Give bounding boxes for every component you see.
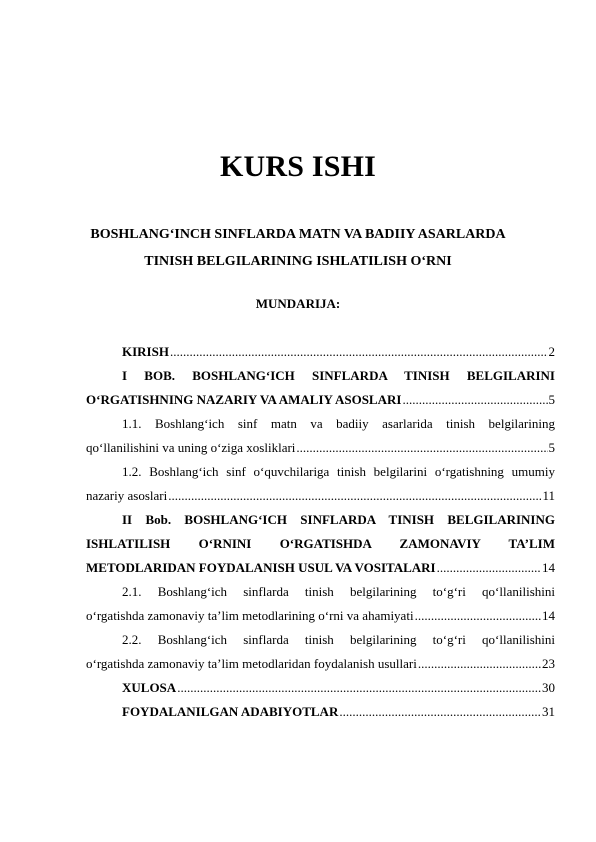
document-title: KURS ISHI bbox=[219, 150, 377, 183]
toc-entry-adabiyotlar bbox=[86, 700, 555, 724]
dot-leader bbox=[177, 676, 541, 700]
toc-entry-chapter-2 bbox=[86, 556, 555, 580]
dot-leader bbox=[170, 340, 548, 364]
toc-entry-section-2-2-line-1: 2.2. Boshlang‘ich sinflarda tinish belgilarining to‘g‘ri qo‘llanilishini bbox=[122, 632, 555, 647]
toc-entry-text: o‘rgatishda zamonaviy ta’lim metodlarining o‘rni va ahamiyati bbox=[86, 608, 414, 623]
toc-entry-text: o‘rgatishda zamonaviy ta’lim metodlaridan foydalanish usullari bbox=[86, 656, 417, 671]
toc-page-number: 2 bbox=[548, 344, 555, 359]
toc-entry-section-1-2-line-1: 1.2. Boshlang‘ich sinf o‘quvchilariga tinish belgilarini o‘rgatishning umumiy bbox=[122, 464, 555, 479]
toc-page-number: 14 bbox=[542, 560, 555, 575]
toc-entry-chapter-1-line-1: I BOB. BOSHLANG‘ICH SINFLARDA TINISH BELGILARINI bbox=[122, 368, 555, 383]
toc-page-number: 31 bbox=[542, 704, 555, 719]
dot-leader bbox=[402, 388, 547, 412]
toc-page-number: 30 bbox=[542, 680, 555, 695]
toc-entry-section-2-1 bbox=[86, 604, 555, 628]
dot-leader bbox=[168, 484, 541, 508]
dot-leader bbox=[415, 604, 541, 628]
toc-entry-section-1-2 bbox=[86, 484, 555, 508]
toc-entry-kirish bbox=[86, 340, 555, 364]
dot-leader bbox=[437, 556, 541, 580]
toc-page-number: 5 bbox=[548, 440, 555, 455]
toc-entry-text: nazariy asoslari bbox=[86, 488, 168, 503]
subtitle-line-2: TINISH BELGILARINING ISHLATILISH O‘RNI bbox=[144, 254, 452, 269]
table-of-contents bbox=[86, 340, 555, 724]
toc-entry-xulosa bbox=[86, 676, 555, 700]
toc-entry-section-2-1-line-1: 2.1. Boshlang‘ich sinflarda tinish belgilarining to‘g‘ri qo‘llanilishini bbox=[122, 584, 555, 599]
toc-entry-text: qo‘llanilishini va uning o‘ziga xosliklari bbox=[86, 440, 296, 455]
toc-entry-section-1-1-line-1: 1.1. Boshlang‘ich sinf matn va badiiy asarlarida tinish belgilarining bbox=[122, 416, 555, 431]
dot-leader bbox=[418, 652, 541, 676]
toc-entry-text: O‘RGATISHNING NAZARIY VA AMALIY ASOSLARI bbox=[86, 392, 402, 407]
subtitle-line-1: BOSHLANG‘INCH SINFLARDA MATN VA BADIIY ASARLARDA bbox=[90, 227, 506, 242]
toc-entry-text: XULOSA bbox=[122, 680, 177, 695]
toc-entry-text: KIRISH bbox=[122, 344, 169, 359]
dot-leader bbox=[339, 700, 541, 724]
toc-entry-chapter-2-line-2: ISHLATILISH O‘RNINI O‘RGATISHDA ZAMONAVIY TA’LIM bbox=[86, 536, 555, 551]
dot-leader bbox=[296, 436, 547, 460]
toc-entry-chapter-2-line-1: II Bob. BOSHLANG‘ICH SINFLARDA TINISH BELGILARINING bbox=[122, 512, 555, 527]
toc-page-number: 14 bbox=[542, 608, 555, 623]
toc-entry-section-2-2 bbox=[86, 652, 555, 676]
toc-page-number: 23 bbox=[542, 656, 555, 671]
toc-heading: MUNDARIJA: bbox=[255, 296, 341, 311]
toc-entry-chapter-1 bbox=[86, 388, 555, 412]
toc-entry-text: FOYDALANILGAN ADABIYOTLAR bbox=[122, 704, 339, 719]
toc-entry-text: METODLARIDAN FOYDALANISH USUL VA VOSITALARI bbox=[86, 560, 436, 575]
toc-page-number: 11 bbox=[542, 488, 555, 503]
toc-page-number: 5 bbox=[548, 392, 555, 407]
toc-entry-section-1-1 bbox=[86, 436, 555, 460]
